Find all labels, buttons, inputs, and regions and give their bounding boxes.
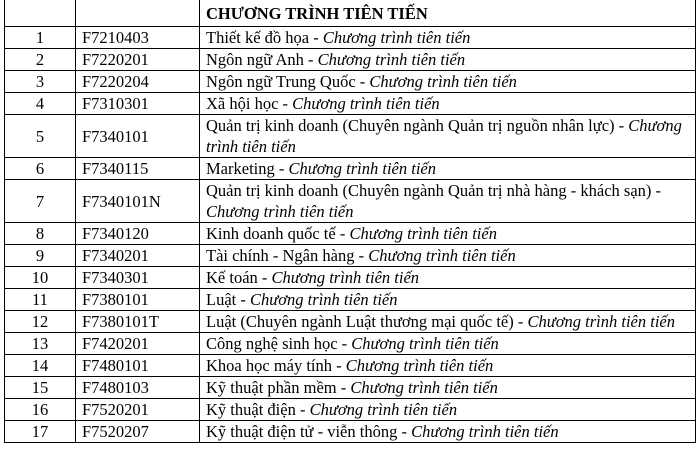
- program-name-cell: Tài chính - Ngân hàng - Chương trình tiên tiến: [200, 245, 696, 267]
- program-table: [4, 0, 696, 443]
- table-row: [5, 245, 696, 267]
- program-name: Xã hội học: [206, 94, 279, 113]
- row-number: 1: [5, 27, 76, 49]
- table-row: [5, 158, 696, 180]
- program-code: F7480103: [76, 377, 200, 399]
- program-code: F7310301: [76, 93, 200, 115]
- table-row: [5, 311, 696, 333]
- program-code: F7340120: [76, 223, 200, 245]
- table-row: [5, 27, 696, 49]
- program-type-label: Chương trình tiên tiến: [369, 72, 517, 91]
- program-name-cell: Kỹ thuật điện tử - viễn thông - Chương trình tiên tiến: [200, 421, 696, 443]
- section-title: CHƯƠNG TRÌNH TIÊN TIẾN: [200, 0, 696, 27]
- program-name: Kỹ thuật điện: [206, 400, 296, 419]
- header-blank-cell-code: [76, 0, 200, 27]
- program-name-cell: Quản trị kinh doanh (Chuyên ngành Quản trị nguồn nhân lực) - Chương trình tiên tiến: [200, 115, 696, 158]
- program-name: Khoa học máy tính: [206, 356, 333, 375]
- program-name-cell: Marketing - Chương trình tiên tiến: [200, 158, 696, 180]
- table-row: [5, 267, 696, 289]
- program-name-cell: Ngôn ngữ Trung Quốc - Chương trình tiên tiến: [200, 71, 696, 93]
- program-type-label: Chương trình tiên tiến: [527, 312, 675, 331]
- program-code: F7520207: [76, 421, 200, 443]
- program-type-label: Chương trình tiên tiến: [411, 422, 559, 441]
- program-code: F7340101: [76, 115, 200, 158]
- program-type-label: Chương trình tiên tiến: [292, 94, 440, 113]
- row-number: 9: [5, 245, 76, 267]
- row-number: 12: [5, 311, 76, 333]
- row-number: 13: [5, 333, 76, 355]
- program-name: Ngôn ngữ Trung Quốc: [206, 72, 356, 91]
- table-row: [5, 421, 696, 443]
- program-code: F7340301: [76, 267, 200, 289]
- program-name: Thiết kế đồ họa: [206, 28, 310, 47]
- program-name: Tài chính - Ngân hàng: [206, 246, 355, 265]
- program-type-label: Chương trình tiên tiến: [317, 50, 466, 69]
- program-name: Kinh doanh quốc tế: [206, 224, 336, 243]
- table-row: [5, 180, 696, 223]
- program-type-label: Chương trình tiên tiến: [351, 334, 499, 353]
- program-name-cell: Luật (Chuyên ngành Luật thương mại quốc tế) - Chương trình tiên tiến: [200, 311, 696, 333]
- program-type-label: Chương trình tiên tiến: [250, 290, 398, 309]
- program-name-cell: Luật - Chương trình tiên tiến: [200, 289, 696, 311]
- row-number: 8: [5, 223, 76, 245]
- program-name: Công nghệ sinh học: [206, 334, 338, 353]
- program-name: Quản trị kinh doanh (Chuyên ngành Quản trị nguồn nhân lực): [206, 116, 615, 135]
- program-type-label: Chương trình tiên tiến: [271, 268, 420, 287]
- program-name-cell: Quản trị kinh doanh (Chuyên ngành Quản trị nhà hàng - khách sạn) - Chương trình tiên tiến: [200, 180, 696, 223]
- program-type-label: Chương trình tiên tiến: [350, 378, 498, 397]
- program-name-cell: Kế toán - Chương trình tiên tiến: [200, 267, 696, 289]
- row-number: 7: [5, 180, 76, 223]
- program-name-cell: Thiết kế đồ họa - Chương trình tiên tiến: [200, 27, 696, 49]
- program-type-label: Chương trình tiên tiến: [368, 246, 516, 265]
- program-code: F7340101N: [76, 180, 200, 223]
- program-name: Kỹ thuật điện tử - viễn thông: [206, 422, 398, 441]
- table-row: [5, 399, 696, 421]
- row-number: 14: [5, 355, 76, 377]
- program-code: F7220201: [76, 49, 200, 71]
- program-code: F7380101T: [76, 311, 200, 333]
- program-name-cell: Ngôn ngữ Anh - Chương trình tiên tiến: [200, 49, 696, 71]
- program-name: Marketing: [206, 159, 275, 178]
- table-row: [5, 355, 696, 377]
- section-header-row: [5, 0, 696, 27]
- table-row: [5, 333, 696, 355]
- program-type-label: Chương trình tiên tiến: [206, 116, 682, 156]
- table-row: [5, 49, 696, 71]
- program-code: F7420201: [76, 333, 200, 355]
- row-number: 6: [5, 158, 76, 180]
- program-code: F7220204: [76, 71, 200, 93]
- program-name: Luật: [206, 290, 237, 309]
- program-code: F7480101: [76, 355, 200, 377]
- row-number: 11: [5, 289, 76, 311]
- program-name: Kế toán: [206, 268, 258, 287]
- row-number: 10: [5, 267, 76, 289]
- row-number: 3: [5, 71, 76, 93]
- program-name: Luật (Chuyên ngành Luật thương mại quốc tế): [206, 312, 514, 331]
- header-blank-cell-no: [5, 0, 76, 27]
- program-type-label: Chương trình tiên tiến: [206, 202, 354, 221]
- table-row: [5, 289, 696, 311]
- program-name-cell: Công nghệ sinh học - Chương trình tiên tiến: [200, 333, 696, 355]
- table-row: [5, 115, 696, 158]
- program-name: Ngôn ngữ Anh: [206, 50, 304, 69]
- program-code: F7340201: [76, 245, 200, 267]
- program-name-cell: Kỹ thuật điện - Chương trình tiên tiến: [200, 399, 696, 421]
- program-table-body: [5, 0, 696, 443]
- table-row: [5, 223, 696, 245]
- table-row: [5, 71, 696, 93]
- row-number: 15: [5, 377, 76, 399]
- table-row: [5, 93, 696, 115]
- program-type-label: Chương trình tiên tiến: [345, 356, 494, 375]
- program-name: Quản trị kinh doanh (Chuyên ngành Quản trị nhà hàng - khách sạn): [206, 181, 652, 200]
- program-name: Kỹ thuật phần mềm: [206, 378, 337, 397]
- program-name-cell: Kỹ thuật phần mềm - Chương trình tiên tiến: [200, 377, 696, 399]
- program-type-label: Chương trình tiên tiến: [288, 159, 436, 178]
- row-number: 2: [5, 49, 76, 71]
- row-number: 17: [5, 421, 76, 443]
- program-type-label: Chương trình tiên tiến: [349, 224, 497, 243]
- program-code: F7520201: [76, 399, 200, 421]
- table-row: [5, 377, 696, 399]
- program-code: F7380101: [76, 289, 200, 311]
- row-number: 4: [5, 93, 76, 115]
- program-name-cell: Khoa học máy tính - Chương trình tiên tiến: [200, 355, 696, 377]
- program-name-cell: Xã hội học - Chương trình tiên tiến: [200, 93, 696, 115]
- row-number: 5: [5, 115, 76, 158]
- program-type-label: Chương trình tiên tiến: [309, 400, 458, 419]
- row-number: 16: [5, 399, 76, 421]
- program-code: F7210403: [76, 27, 200, 49]
- program-type-label: Chương trình tiên tiến: [322, 28, 471, 47]
- program-name-cell: Kinh doanh quốc tế - Chương trình tiên tiến: [200, 223, 696, 245]
- program-code: F7340115: [76, 158, 200, 180]
